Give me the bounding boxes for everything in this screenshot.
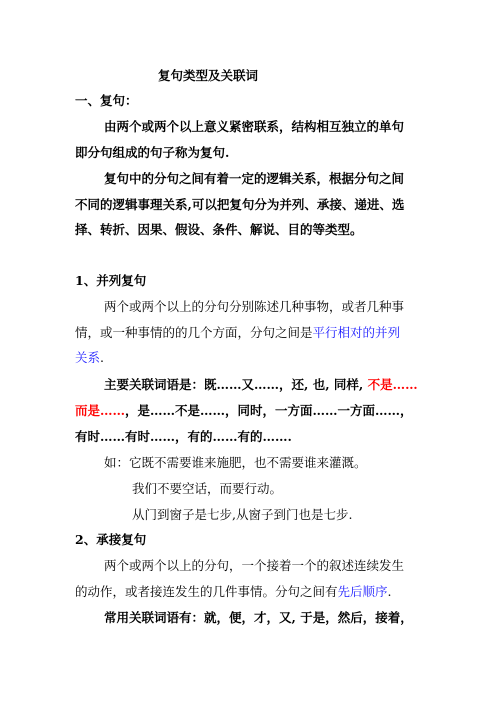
definition-line-1: 由两个或两个以上意义紧密联系，结构相互独立的单句 xyxy=(104,119,405,134)
parallel-words-highlight: 不是…… xyxy=(367,377,418,392)
parallel-example-1: 如：它既不需要谁来施肥，也不需要谁来灌溉。 xyxy=(104,455,367,470)
definition-line-2: 即分句组成的句子称为复句. xyxy=(75,145,230,160)
parallel-words-line-2 xyxy=(75,403,413,419)
section-heading-complex-sentence: 一、复句： xyxy=(75,93,138,108)
classification-line-3: 择、转折、因果、假设、条件、解说、目的等类型。 xyxy=(75,222,363,237)
sequential-desc-line-2 xyxy=(75,584,392,600)
parallel-desc-text: 情，或一种事情的的几个方面，分句之间是 xyxy=(75,325,313,340)
parallel-words-text-cont: ，是……不是……，同时，一方面……一方面……， xyxy=(125,403,413,418)
sequential-desc-line-1: 两个或两个以上的分句，一个接着一个的叙述连续发生 xyxy=(104,558,405,573)
parallel-desc-line-1: 两个或两个以上的分句分别陈述几种事物，或者几种事 xyxy=(104,299,405,314)
parallel-relation-highlight: 平行相对的并列 xyxy=(312,325,401,340)
parallel-words-line-3: 有时……有时……，有的……有的……. xyxy=(75,429,292,444)
section-heading-sequential: 2、承接复句 xyxy=(75,532,147,547)
parallel-desc-line-2 xyxy=(75,325,400,341)
sequential-desc-period: . xyxy=(387,584,392,599)
parallel-relation-highlight-cont: 关系 xyxy=(75,350,101,365)
parallel-desc-line-3 xyxy=(75,350,104,366)
classification-line-1: 复句中的分句之间有着一定的逻辑关系，根据分句之间 xyxy=(104,171,405,186)
parallel-words-line-1 xyxy=(104,377,418,393)
parallel-example-3: 从门到窗子是七步,从窗子到门也是七步. xyxy=(132,507,353,522)
parallel-words-text: 主要关联词语是：既……又……，还, 也, 同样, xyxy=(104,377,368,392)
parallel-example-2: 我们不要空话，而要行动。 xyxy=(132,481,283,496)
parallel-words-highlight-cont: 而是…… xyxy=(75,403,126,418)
page-title: 复句类型及关联词 xyxy=(158,68,259,83)
sequential-desc-text: 的动作，或者接连发生的几件事情。分句之间有 xyxy=(75,584,338,599)
classification-line-2: 不同的逻辑事理关系,可以把复句分为并列、承接、递进、选 xyxy=(75,197,405,212)
sequential-order-highlight: 先后顺序 xyxy=(337,584,388,599)
parallel-desc-period: . xyxy=(100,350,104,365)
sequential-words-line-1: 常用关联词语有：就，便，才，又, 于是，然后，接着， xyxy=(104,610,413,625)
section-heading-parallel: 1、并列复句 xyxy=(75,273,147,288)
